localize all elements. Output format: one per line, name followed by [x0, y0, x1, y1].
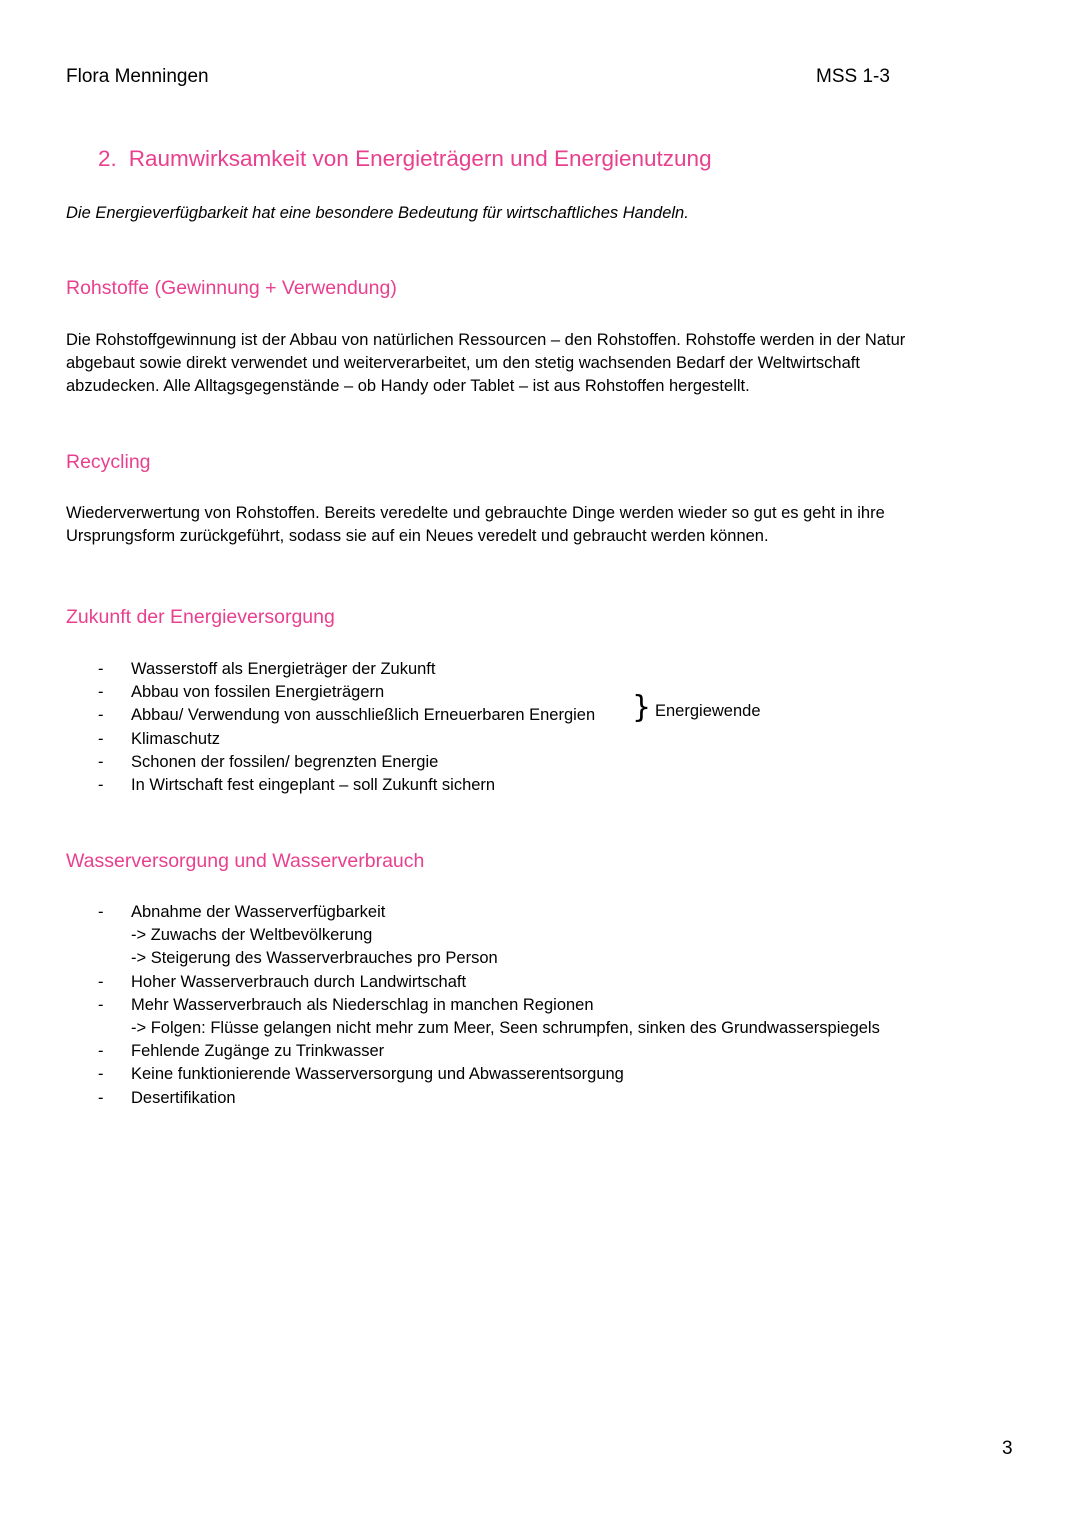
list-subitem [66, 1017, 966, 1040]
intro-sentence: Die Energieverfügbarkeit hat eine besondere Bedeutung für wirtschaftliches Handeln. [66, 204, 689, 222]
list-subitem [66, 947, 966, 970]
list-item-text: Schonen der fossilen/ begrenzten Energie [131, 752, 439, 771]
title-number: 2. [98, 146, 117, 171]
list-item [66, 1087, 966, 1110]
list-dash: - [98, 1042, 104, 1061]
paragraph-rohstoffe [66, 329, 966, 399]
heading-rohstoffe: Rohstoffe (Gewinnung + Verwendung) [66, 277, 397, 299]
page-number: 3 [1002, 1438, 1013, 1459]
list-item-text: Fehlende Zugänge zu Trinkwasser [131, 1042, 385, 1061]
list-subitem [66, 924, 966, 947]
list-dash: - [98, 1088, 104, 1107]
list-dash: - [98, 752, 104, 771]
list-item-text: Wasserstoff als Energieträger der Zukunft [131, 660, 436, 678]
heading-zukunft: Zukunft der Energieversorgung [66, 606, 335, 628]
list-item [66, 751, 966, 774]
heading-wasser: Wasserversorgung und Wasserverbrauch [66, 850, 425, 872]
brace-label: Energiewende [655, 702, 761, 720]
list-item [66, 994, 966, 1017]
list-item [66, 681, 966, 704]
list-item [66, 704, 966, 727]
heading-recycling: Recycling [66, 451, 151, 473]
paragraph-line: Wiederverwertung von Rohstoffen. Bereits veredelte und gebrauchte Dinge werden wieder so gut es geht in ihre [66, 504, 885, 522]
list-item [66, 658, 966, 681]
page-title [98, 146, 712, 172]
list-item-text: -> Zuwachs der Weltbevölkerung [131, 926, 373, 945]
list-item [66, 728, 966, 751]
curly-brace-icon: } [632, 690, 652, 725]
list-item [66, 971, 966, 994]
list-dash: - [98, 729, 104, 748]
list-item-text: Keine funktionierende Wasserversorgung und Abwasserentsorgung [131, 1065, 624, 1084]
list-item-text: Mehr Wasserverbrauch als Niederschlag in manchen Regionen [131, 995, 594, 1014]
paragraph-line: Die Rohstoffgewinnung ist der Abbau von natürlichen Ressourcen – den Rohstoffen. Rohstoffe werden in der Natur [66, 331, 906, 349]
title-text: Raumwirksamkeit von Energieträgern und Energienutzung [128, 146, 712, 171]
list-dash: - [98, 683, 104, 702]
list-item-text: -> Folgen: Flüsse gelangen nicht mehr zum Meer, Seen schrumpfen, sinken des Grundwasserspiegels [131, 1018, 880, 1037]
list-item [66, 901, 966, 924]
header-author: Flora Menningen [66, 66, 209, 87]
list-item-text: Abnahme der Wasserverfügbarkeit [131, 903, 386, 921]
paragraph-line: abgebaut sowie direkt verwendet und weiterverarbeitet, um den stetig wachsenden Bedarf der Weltwirtschaft [66, 354, 860, 373]
list-dash: - [98, 706, 104, 725]
list-item-text: Abbau von fossilen Energieträgern [131, 683, 385, 702]
list-dash: - [98, 972, 104, 991]
list-dash: - [98, 1065, 104, 1084]
list-item-text: Hoher Wasserverbrauch durch Landwirtschaft [131, 972, 467, 991]
paragraph-recycling [66, 502, 966, 548]
list-item-text: Abbau/ Verwendung von ausschließlich Erneuerbaren Energien [131, 706, 596, 725]
list-item-text: Desertifikation [131, 1088, 236, 1107]
list-wasser [66, 901, 966, 1110]
list-dash: - [98, 903, 104, 921]
header-course: MSS 1-3 [816, 66, 890, 87]
paragraph-line: Ursprungsform zurückgeführt, sodass sie auf ein Neues veredelt und gebraucht werden können. [66, 527, 769, 546]
list-dash: - [98, 660, 104, 678]
paragraph-line: abzudecken. Alle Alltagsgegenstände – ob Handy oder Tablet – ist aus Rohstoffen hergestellt. [66, 377, 750, 396]
list-item-text: -> Steigerung des Wasserverbrauches pro Person [131, 949, 498, 968]
list-item-text: In Wirtschaft fest eingeplant – soll Zukunft sichern [131, 775, 496, 794]
list-item [66, 774, 966, 797]
list-dash: - [98, 995, 104, 1014]
list-zukunft [66, 658, 966, 797]
list-item [66, 1040, 966, 1063]
list-item [66, 1063, 966, 1086]
list-dash: - [98, 775, 104, 794]
list-item-text: Klimaschutz [131, 729, 220, 748]
